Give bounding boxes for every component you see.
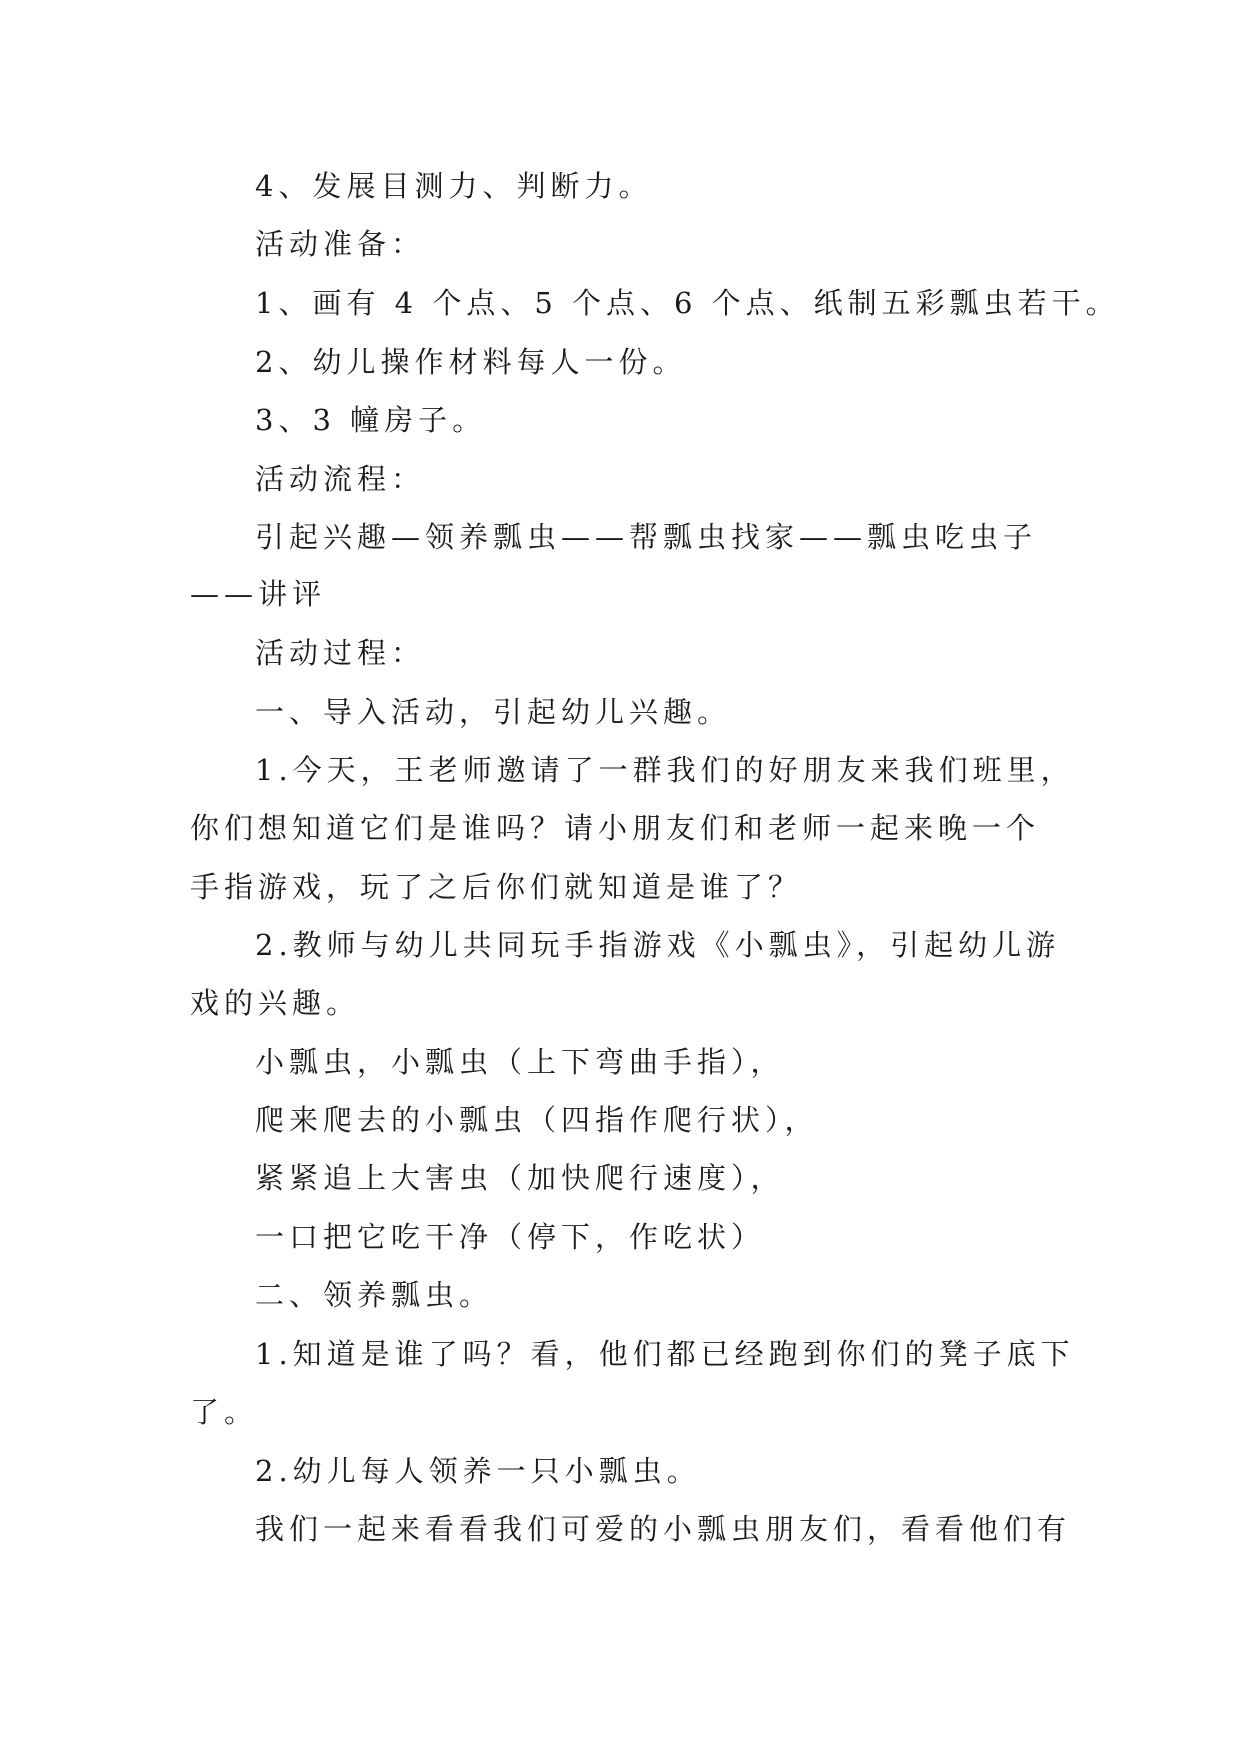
section-heading-1: 一、导入活动，引起幼儿兴趣。 (255, 695, 732, 729)
section-heading-2: 二、领养瓢虫。 (255, 1278, 494, 1312)
paragraph-step-2-3-line-1: 我们一起来看看我们可爱的小瓢虫朋友们，看看他们有 (255, 1512, 1072, 1546)
rhyme-line-4: 一口把它吃干净（停下，作吃状） (255, 1220, 766, 1254)
rhyme-line-2: 爬来爬去的小瓢虫（四指作爬行状）， (255, 1103, 819, 1137)
paragraph-prep-3: 3、3 幢房子。 (255, 403, 487, 437)
paragraph-step-2-2: 2.幼儿每人领养一只小瓢虫。 (255, 1454, 701, 1488)
paragraph-prep-2: 2、幼儿操作材料每人一份。 (255, 345, 687, 379)
paragraph-goal-4: 4、发展目测力、判断力。 (255, 169, 653, 203)
paragraph-flow-line-2: ——讲评 (190, 577, 327, 611)
heading-activity-process: 活动过程： (255, 636, 426, 670)
paragraph-step-1-2-line-2: 戏的兴趣。 (190, 986, 361, 1020)
paragraph-step-1-1-line-1: 1.今天，王老师邀请了一群我们的好朋友来我们班里， (255, 753, 1075, 787)
heading-activity-preparation: 活动准备： (255, 227, 426, 261)
paragraph-step-1-1-line-3: 手指游戏，玩了之后你们就知道是谁了？ (190, 870, 803, 904)
paragraph-prep-1: 1、画有 4 个点、5 个点、6 个点、纸制五彩瓢虫若干。 (255, 286, 1120, 320)
rhyme-line-3: 紧紧追上大害虫（加快爬行速度）， (255, 1161, 785, 1195)
paragraph-step-2-1-line-1: 1.知道是谁了吗？看，他们都已经跑到你们的凳子底下 (255, 1337, 1075, 1371)
paragraph-step-2-1-line-2: 了。 (190, 1395, 259, 1429)
heading-activity-flow: 活动流程： (255, 462, 426, 496)
rhyme-line-1: 小瓢虫，小瓢虫（上下弯曲手指）， (255, 1045, 785, 1079)
paragraph-flow-line-1: 引起兴趣—领养瓢虫——帮瓢虫找家——瓢虫吃虫子 (255, 520, 1038, 554)
paragraph-step-1-2-line-1: 2.教师与幼儿共同玩手指游戏《小瓢虫》，引起幼儿游 (255, 928, 1061, 962)
paragraph-step-1-1-line-2: 你们想知道它们是谁吗？请小朋友们和老师一起来晚一个 (190, 811, 1041, 845)
